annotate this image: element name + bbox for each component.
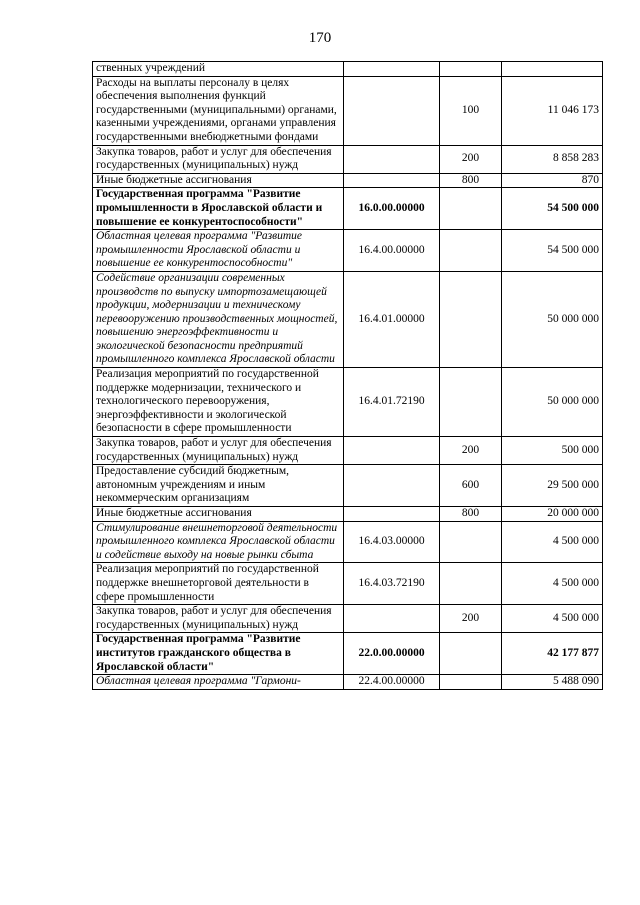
cell-code	[344, 507, 440, 522]
cell-code	[344, 465, 440, 507]
table-row	[93, 76, 603, 145]
cell-amount: 870	[502, 173, 603, 188]
table-row	[93, 633, 603, 675]
cell-expense-type: 800	[440, 173, 502, 188]
table-row	[93, 605, 603, 633]
cell-expense-type	[440, 188, 502, 230]
cell-name: Расходы на выплаты персоналу в целях обеспечения выполнения функций государственными (муниципальными) органами, казенными учреждениями, органами управления государственными внебюджетными фондами	[93, 76, 344, 145]
cell-code	[344, 76, 440, 145]
cell-name: Реализация мероприятий по государственной поддержке внешнеторговой деятельности в сфере промышленности	[93, 563, 344, 605]
cell-name: Стимулирование внешнеторговой деятельности промышленного комплекса Ярославской области и содействие выходу на новые рынки сбыта	[93, 521, 344, 563]
cell-expense-type	[440, 633, 502, 675]
cell-amount: 8 858 283	[502, 145, 603, 173]
cell-expense-type: 200	[440, 145, 502, 173]
cell-expense-type	[440, 675, 502, 690]
cell-name: Закупка товаров, работ и услуг для обеспечения государственных (муниципальных) нужд	[93, 605, 344, 633]
cell-name: Государственная программа "Развитие институтов гражданского общества в Ярославской области"	[93, 633, 344, 675]
cell-expense-type	[440, 521, 502, 563]
table-row	[93, 465, 603, 507]
table-row	[93, 62, 603, 77]
cell-expense-type	[440, 271, 502, 367]
cell-name: ственных учреждений	[93, 62, 344, 77]
cell-code	[344, 437, 440, 465]
cell-code: 16.0.00.00000	[344, 188, 440, 230]
table-row	[93, 230, 603, 272]
budget-table-body	[93, 62, 603, 690]
cell-name: Иные бюджетные ассигнования	[93, 507, 344, 522]
cell-expense-type: 200	[440, 437, 502, 465]
cell-amount: 11 046 173	[502, 76, 603, 145]
cell-code	[344, 173, 440, 188]
cell-code: 22.0.00.00000	[344, 633, 440, 675]
cell-expense-type: 800	[440, 507, 502, 522]
cell-amount: 4 500 000	[502, 521, 603, 563]
cell-name: Государственная программа "Развитие промышленности в Ярославской области и повышение ее конкурентоспособности"	[93, 188, 344, 230]
cell-name: Областная целевая программа "Гармони-	[93, 675, 344, 690]
cell-amount: 4 500 000	[502, 605, 603, 633]
table-row	[93, 675, 603, 690]
page-number: 170	[308, 30, 332, 46]
cell-expense-type: 200	[440, 605, 502, 633]
cell-expense-type: 100	[440, 76, 502, 145]
cell-name: Областная целевая программа "Развитие промышленности Ярославской области и повышение ее конкурентоспособности"	[93, 230, 344, 272]
cell-amount: 500 000	[502, 437, 603, 465]
cell-expense-type	[440, 62, 502, 77]
cell-code: 22.4.00.00000	[344, 675, 440, 690]
table-row	[93, 173, 603, 188]
table-row	[93, 368, 603, 437]
cell-code: 16.4.03.00000	[344, 521, 440, 563]
cell-name: Реализация мероприятий по государственной поддержке модернизации, технического и технологического перевооружения, энергоэффективности и экологической безопасности в сфере промышленности	[93, 368, 344, 437]
cell-code: 16.4.03.72190	[344, 563, 440, 605]
cell-code: 16.4.01.72190	[344, 368, 440, 437]
table-row	[93, 437, 603, 465]
cell-amount: 5 488 090	[502, 675, 603, 690]
cell-amount: 29 500 000	[502, 465, 603, 507]
cell-code	[344, 605, 440, 633]
cell-name: Содействие организации современных производств по выпуску импортозамещающей продукции, модернизации и техническому перевооружению производственных мощностей, повышению энергоэффективности и экологической безопасности предприятий промышленного комплекса Ярославской области	[93, 271, 344, 367]
cell-name: Закупка товаров, работ и услуг для обеспечения государственных (муниципальных) нужд	[93, 145, 344, 173]
table-row	[93, 145, 603, 173]
cell-amount: 50 000 000	[502, 271, 603, 367]
cell-amount: 54 500 000	[502, 230, 603, 272]
table-row	[93, 507, 603, 522]
cell-code: 16.4.01.00000	[344, 271, 440, 367]
cell-amount: 54 500 000	[502, 188, 603, 230]
table-row	[93, 521, 603, 563]
cell-code	[344, 62, 440, 77]
table-row	[93, 563, 603, 605]
cell-expense-type	[440, 368, 502, 437]
cell-code: 16.4.00.00000	[344, 230, 440, 272]
cell-expense-type	[440, 563, 502, 605]
cell-amount: 4 500 000	[502, 563, 603, 605]
cell-amount: 42 177 877	[502, 633, 603, 675]
cell-amount	[502, 62, 603, 77]
table-row	[93, 271, 603, 367]
cell-name: Закупка товаров, работ и услуг для обеспечения государственных (муниципальных) нужд	[93, 437, 344, 465]
cell-name: Предоставление субсидий бюджетным, автономным учреждениям и иным некоммерческим организациям	[93, 465, 344, 507]
cell-code	[344, 145, 440, 173]
cell-amount: 50 000 000	[502, 368, 603, 437]
cell-expense-type	[440, 230, 502, 272]
cell-expense-type: 600	[440, 465, 502, 507]
budget-table	[92, 61, 603, 690]
table-row	[93, 188, 603, 230]
cell-amount: 20 000 000	[502, 507, 603, 522]
cell-name: Иные бюджетные ассигнования	[93, 173, 344, 188]
